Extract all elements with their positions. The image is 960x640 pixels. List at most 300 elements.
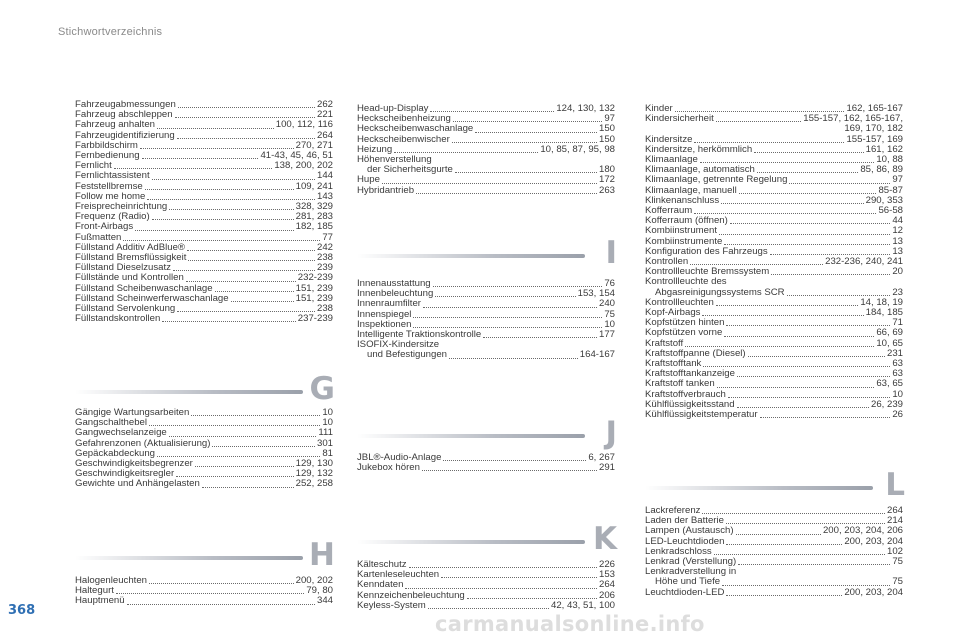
index-entry-term: Kontrollleuchte des bbox=[645, 276, 727, 288]
index-entry-term: Kopfstützen vorne bbox=[645, 327, 723, 339]
index-entry-pages: 214 bbox=[886, 515, 903, 527]
index-entry-term: Füllstand Servolenkung bbox=[75, 303, 176, 315]
leader-dots bbox=[409, 567, 597, 568]
index-column-2-k bbox=[357, 560, 615, 611]
section-header-i bbox=[357, 235, 619, 274]
index-entry-pages: 226 bbox=[598, 559, 615, 570]
index-entry-term: Haltegurt bbox=[75, 585, 114, 597]
index-entry-term: Leuchtdioden-LED bbox=[645, 586, 725, 598]
section-letter-l: L bbox=[885, 467, 905, 503]
leader-dots bbox=[726, 595, 842, 596]
index-entry-term: Kofferraum (öffnen) bbox=[645, 215, 728, 227]
index-entry-term: Heckscheibenwaschanlage bbox=[357, 123, 474, 135]
leader-dots bbox=[177, 311, 315, 312]
index-entry-term: Kombiinstrument bbox=[645, 225, 717, 237]
leader-dots bbox=[162, 321, 295, 322]
index-entry-pages: 232-239 bbox=[297, 272, 333, 284]
index-entry bbox=[75, 479, 333, 489]
index-entry-pages: 344 bbox=[316, 595, 333, 607]
index-entry-pages: 232-236, 240, 241 bbox=[825, 256, 903, 268]
leader-dots bbox=[719, 234, 890, 235]
index-entry-pages: 262 bbox=[316, 99, 333, 110]
leader-dots bbox=[703, 366, 890, 367]
index-entry-term: Innenbeleuchtung bbox=[357, 288, 434, 300]
index-entry-term: Lenkrad (Verstellung) bbox=[645, 556, 737, 568]
index-entry-term: JBL®-Audio-Anlage bbox=[357, 452, 442, 463]
index-entry-pages: 75 bbox=[892, 556, 903, 568]
index-entry-term: Kenndaten bbox=[357, 579, 404, 591]
index-entry-pages: 153 bbox=[598, 569, 615, 581]
index-entry-term: Freisprecheinrichtung bbox=[75, 201, 168, 213]
index-column-1-h bbox=[75, 576, 333, 607]
index-entry-pages: 200, 203, 204, 206 bbox=[822, 525, 903, 537]
index-entry-pages: 109, 241 bbox=[295, 180, 333, 192]
index-entry-term: Höhenverstellung bbox=[357, 154, 432, 166]
index-column-1-g bbox=[75, 408, 333, 490]
index-entry-term: Jukebox hören bbox=[357, 462, 420, 474]
leader-dots bbox=[449, 358, 578, 359]
leader-dots bbox=[737, 407, 869, 408]
index-entry-pages: 10 bbox=[322, 417, 333, 429]
index-entry-pages: 144 bbox=[316, 170, 333, 182]
index-entry-pages: 75 bbox=[604, 308, 615, 320]
leader-dots bbox=[147, 199, 315, 200]
index-entry-term: Head-up-Display bbox=[357, 103, 429, 114]
index-entry bbox=[645, 328, 903, 338]
leader-dots bbox=[186, 281, 296, 282]
leader-dots bbox=[726, 544, 842, 545]
index-column-2-i bbox=[357, 279, 615, 361]
index-entry-pages: 129, 132 bbox=[295, 468, 333, 480]
index-entry-pages: 177 bbox=[598, 329, 615, 341]
leader-dots bbox=[177, 138, 315, 139]
leader-dots bbox=[714, 554, 885, 555]
leader-dots bbox=[142, 158, 259, 159]
leader-dots bbox=[685, 346, 874, 347]
index-entry-term: Kartenleseleuchten bbox=[357, 569, 440, 581]
index-entry-term: Kindersitze bbox=[645, 133, 693, 145]
index-entry-pages: 13 bbox=[892, 245, 903, 257]
leader-dots bbox=[452, 142, 597, 143]
index-entry-pages: 12 bbox=[892, 225, 903, 237]
index-entry-pages: 124, 130, 132 bbox=[556, 103, 615, 114]
index-entry bbox=[357, 463, 615, 473]
index-entry-term: Füllstand Additiv AdBlue® bbox=[75, 241, 185, 253]
index-entry-term: Konfiguration des Fahrzeugs bbox=[645, 245, 768, 257]
leader-dots bbox=[737, 376, 890, 377]
index-column-3 bbox=[645, 104, 903, 420]
index-entry-pages: 291 bbox=[598, 462, 615, 474]
index-entry-pages: 75 bbox=[892, 576, 903, 588]
index-entry-term: Follow me home bbox=[75, 190, 146, 202]
leader-dots bbox=[149, 425, 320, 426]
index-entry-term: Fernbedienung bbox=[75, 150, 140, 162]
index-entry-term: Kontrollleuchten bbox=[645, 296, 714, 308]
leader-dots bbox=[123, 240, 320, 241]
leader-dots bbox=[176, 476, 293, 477]
leader-dots bbox=[413, 317, 602, 318]
index-entry bbox=[645, 410, 903, 420]
leader-dots bbox=[694, 142, 844, 143]
leader-dots bbox=[382, 183, 597, 184]
index-entry-pages: 81 bbox=[322, 447, 333, 459]
index-entry-pages: 10, 65 bbox=[876, 337, 903, 349]
index-entry-term: Gangschalthebel bbox=[75, 417, 148, 429]
leader-dots bbox=[789, 183, 890, 184]
leader-dots bbox=[169, 209, 293, 210]
index-entry-term: Klinkenanschluss bbox=[645, 194, 720, 206]
leader-dots bbox=[748, 356, 885, 357]
leader-dots bbox=[475, 132, 597, 133]
leader-dots bbox=[212, 446, 315, 447]
index-entry-pages: 102 bbox=[886, 545, 903, 557]
index-entry-term: Hauptmenü bbox=[75, 595, 125, 607]
section-divider-bar bbox=[645, 486, 873, 490]
section-letter-i: I bbox=[605, 235, 617, 271]
index-entry-pages: 184, 185 bbox=[865, 307, 903, 319]
leader-dots bbox=[730, 223, 890, 224]
leader-dots bbox=[770, 254, 891, 255]
leader-dots bbox=[169, 436, 317, 437]
index-entry-term: Inspektionen bbox=[357, 318, 412, 330]
index-entry-term: der Sicherheitsgurte bbox=[367, 164, 453, 176]
index-entry-term: Gängige Wartungsarbeiten bbox=[75, 407, 190, 418]
leader-dots bbox=[726, 523, 885, 524]
index-entry-term: Innenausstattung bbox=[357, 278, 431, 289]
leader-dots bbox=[738, 564, 890, 565]
leader-dots bbox=[771, 274, 890, 275]
leader-dots bbox=[724, 336, 874, 337]
index-entry-pages: 270, 271 bbox=[295, 139, 333, 151]
index-entry-term: Füllstand Bremsflüssigkeit bbox=[75, 252, 187, 264]
section-divider-bar bbox=[357, 540, 585, 544]
index-entry-term: Gewichte und Anhängelasten bbox=[75, 478, 200, 490]
index-entry-pages: 44 bbox=[892, 215, 903, 227]
index-entry-term: Kühlflüssigkeitsstand bbox=[645, 398, 735, 410]
index-entry-term: Keyless-System bbox=[357, 599, 426, 611]
index-entry-term: Lampen (Austausch) bbox=[645, 525, 734, 537]
index-entry bbox=[357, 165, 615, 175]
index-entry-pages: 129, 130 bbox=[295, 458, 333, 470]
index-entry-pages: 10 bbox=[892, 388, 903, 400]
leader-dots bbox=[455, 172, 597, 173]
index-entry-pages: 153, 154 bbox=[577, 288, 615, 300]
index-entry-pages: 150 bbox=[598, 123, 615, 135]
leader-dots bbox=[700, 162, 875, 163]
leader-dots bbox=[114, 168, 273, 169]
leader-dots bbox=[675, 111, 845, 112]
leader-dots bbox=[178, 107, 315, 108]
leader-dots bbox=[202, 487, 294, 488]
index-entry-term: Gangwechselanzeige bbox=[75, 427, 167, 439]
leader-dots bbox=[722, 585, 890, 586]
index-entry-pages: 206 bbox=[598, 589, 615, 601]
index-entry-pages: 182, 185 bbox=[295, 221, 333, 233]
index-entry-term: Halogenleuchten bbox=[75, 575, 148, 586]
index-entry-pages: 56-58 bbox=[878, 205, 903, 217]
index-entry-pages: 328, 329 bbox=[295, 201, 333, 213]
section-divider-bar bbox=[357, 254, 585, 258]
index-entry-term: Heckscheibenheizung bbox=[357, 113, 451, 125]
index-entry-pages: 172 bbox=[598, 174, 615, 186]
index-entry-term: Kraftstofftankanzeige bbox=[645, 368, 735, 380]
leader-dots bbox=[435, 296, 575, 297]
index-entry-term: Kennzeichenbeleuchtung bbox=[357, 589, 465, 601]
index-entry-term: Heizung bbox=[357, 143, 393, 155]
index-entry-pages: 239 bbox=[316, 262, 333, 274]
index-entry-pages: 10, 85, 87, 95, 98 bbox=[540, 143, 615, 155]
index-entry-pages: 252, 258 bbox=[295, 478, 333, 490]
index-entry-term: Füllstand Dieselzusatz bbox=[75, 262, 171, 274]
leader-dots bbox=[716, 121, 801, 122]
section-divider-bar bbox=[75, 390, 303, 394]
index-entry-term: Klimaanlage, getrennte Regelung bbox=[645, 174, 788, 186]
index-entry-pages: 242 bbox=[316, 241, 333, 253]
index-entry-pages: 10 bbox=[604, 318, 615, 330]
index-entry-pages: 169, 170, 182 bbox=[844, 123, 903, 135]
index-entry-term: Hupe bbox=[357, 174, 380, 186]
index-entry-pages: 200, 202 bbox=[295, 575, 333, 586]
index-entry-pages: 85-87 bbox=[878, 184, 903, 196]
leader-dots bbox=[441, 577, 597, 578]
leader-dots bbox=[726, 325, 890, 326]
index-entry-term: Fernlicht bbox=[75, 160, 112, 172]
index-entry-term: Kindersicherheit bbox=[645, 113, 714, 125]
leader-dots bbox=[422, 470, 597, 471]
section-header-h bbox=[75, 537, 337, 576]
leader-dots bbox=[152, 219, 294, 220]
leader-dots bbox=[467, 598, 597, 599]
index-entry-pages: 111 bbox=[318, 427, 333, 439]
leader-dots bbox=[231, 301, 294, 302]
index-entry-term: Kraftstoffverbrauch bbox=[645, 388, 726, 400]
index-entry-pages: 20 bbox=[892, 266, 903, 278]
index-entry-pages: 162, 165-167 bbox=[846, 103, 903, 114]
index-entry-term: Kinder bbox=[645, 103, 673, 114]
index-entry-pages: 63 bbox=[892, 358, 903, 370]
index-entry-pages: 26, 239 bbox=[870, 398, 903, 410]
index-entry-pages: 264 bbox=[598, 579, 615, 591]
index-entry-pages: 76 bbox=[604, 278, 615, 289]
index-entry-pages: 63, 65 bbox=[876, 378, 903, 390]
leader-dots bbox=[716, 305, 859, 306]
section-divider-bar bbox=[75, 556, 303, 560]
index-entry-term: Geschwindigkeitsregler bbox=[75, 468, 175, 480]
index-entry-term: Kraftstoff bbox=[645, 337, 684, 349]
index-entry-pages: 42, 43, 51, 100 bbox=[550, 599, 615, 611]
leader-dots bbox=[140, 148, 294, 149]
leader-dots bbox=[443, 460, 586, 461]
index-entry-term: Kälteschutz bbox=[357, 559, 407, 570]
leader-dots bbox=[787, 295, 891, 296]
index-entry-term: Hybridantrieb bbox=[357, 184, 415, 196]
leader-dots bbox=[428, 608, 549, 609]
leader-dots bbox=[423, 307, 597, 308]
index-entry-term: Füllstand Scheibenwaschanlage bbox=[75, 282, 213, 294]
leader-dots bbox=[717, 387, 875, 388]
index-entry-term: und Befestigungen bbox=[367, 349, 448, 361]
leader-dots bbox=[702, 513, 885, 514]
index-entry-term: Fahrzeugidentifizierung bbox=[75, 129, 175, 141]
index-entry-term: Gepäckabdeckung bbox=[75, 447, 156, 459]
leader-dots bbox=[175, 117, 315, 118]
index-entry-term: Füllstandskontrollen bbox=[75, 313, 161, 325]
index-entry-term: Kraftstoffpanne (Diesel) bbox=[645, 347, 746, 359]
index-entry-term: Geschwindigkeitsbegrenzer bbox=[75, 458, 193, 470]
section-letter-g: G bbox=[309, 371, 335, 407]
index-entry-pages: 79, 80 bbox=[306, 585, 333, 597]
index-entry-pages: 150 bbox=[598, 133, 615, 145]
leader-dots bbox=[135, 230, 294, 231]
leader-dots bbox=[195, 466, 294, 467]
index-entry-term: Feststellbremse bbox=[75, 180, 143, 192]
index-entry-pages: 26 bbox=[892, 409, 903, 421]
index-entry bbox=[357, 601, 615, 611]
index-entry-term: Fußmatten bbox=[75, 231, 122, 243]
watermark-text: carmanualsonline.info bbox=[435, 612, 705, 636]
index-entry-pages: 14, 18, 19 bbox=[860, 296, 903, 308]
section-letter-h: H bbox=[309, 537, 335, 573]
page-header-title: Stichwortverzeichnis bbox=[58, 26, 163, 38]
index-entry-pages: 231 bbox=[886, 347, 903, 359]
index-entry-term: Lenkradverstellung in bbox=[645, 566, 737, 578]
index-entry-pages: 263 bbox=[598, 184, 615, 196]
index-entry-term: Kraftstofftank bbox=[645, 358, 702, 370]
index-entry-pages: 71 bbox=[892, 317, 903, 329]
index-entry-pages: 200, 203, 204 bbox=[844, 586, 903, 598]
section-header-l bbox=[645, 467, 907, 506]
leader-dots bbox=[413, 327, 602, 328]
index-entry-pages: 85, 86, 89 bbox=[860, 164, 903, 176]
index-entry-term: LED-Leuchtdioden bbox=[645, 535, 725, 547]
index-entry-pages: 138, 200, 202 bbox=[274, 160, 333, 172]
index-entry-pages: 240 bbox=[598, 298, 615, 310]
leader-dots bbox=[430, 111, 554, 112]
index-entry-term: Abgasreinigungssystems SCR bbox=[655, 286, 785, 298]
leader-dots bbox=[405, 588, 597, 589]
index-entry-pages: 237-239 bbox=[297, 313, 333, 325]
index-entry-pages: 41-43, 45, 46, 51 bbox=[260, 150, 333, 162]
index-entry-term: Gefahrenzonen (Aktualisierung) bbox=[75, 437, 211, 449]
index-entry-term: Fernlichtassistent bbox=[75, 170, 150, 182]
leader-dots bbox=[145, 189, 294, 190]
index-entry bbox=[357, 350, 615, 360]
index-entry-term: Klimaanlage bbox=[645, 154, 698, 166]
index-entry-pages: 221 bbox=[316, 109, 333, 121]
index-entry-term: Kopf-Airbags bbox=[645, 307, 701, 319]
leader-dots bbox=[157, 456, 320, 457]
index-entry-pages: 164-167 bbox=[579, 349, 615, 361]
index-entry-pages: 180 bbox=[598, 164, 615, 176]
leader-dots bbox=[149, 583, 294, 584]
index-entry-term: Fahrzeug abschleppen bbox=[75, 109, 173, 121]
section-divider-bar bbox=[357, 434, 585, 438]
index-entry-pages: 238 bbox=[316, 303, 333, 315]
index-entry-term: Intelligente Traktionskontrolle bbox=[357, 329, 482, 341]
leader-dots bbox=[394, 152, 538, 153]
page-number: 368 bbox=[8, 603, 36, 618]
index-entry bbox=[75, 596, 333, 606]
leader-dots bbox=[173, 270, 315, 271]
index-entry-pages: 301 bbox=[316, 437, 333, 449]
index-entry-pages: 200, 203, 204 bbox=[844, 535, 903, 547]
leader-dots bbox=[152, 179, 315, 180]
section-header-g bbox=[75, 371, 337, 410]
index-entry-pages: 6, 267 bbox=[588, 452, 615, 463]
leader-dots bbox=[453, 121, 602, 122]
leader-dots bbox=[694, 213, 876, 214]
leader-dots bbox=[127, 604, 315, 605]
index-entry-term: Lenkradschloss bbox=[645, 545, 712, 557]
leader-dots bbox=[724, 244, 890, 245]
leader-dots bbox=[760, 417, 891, 418]
leader-dots bbox=[191, 415, 320, 416]
leader-dots bbox=[416, 193, 597, 194]
index-entry-term: Lackreferenz bbox=[645, 505, 701, 516]
leader-dots bbox=[215, 291, 294, 292]
section-header-k bbox=[357, 521, 619, 560]
index-entry-term: Kopfstützen hinten bbox=[645, 317, 725, 329]
index-entry-term: Farbbildschirm bbox=[75, 139, 138, 151]
index-entry-pages: 161, 162 bbox=[865, 143, 903, 155]
index-entry-term: Front-Airbags bbox=[75, 221, 134, 233]
index-entry-term: Innenraumfilter bbox=[357, 298, 421, 310]
index-entry-term: Kindersitze, herkömmlich bbox=[645, 143, 753, 155]
index-entry-pages: 155-157, 169 bbox=[846, 133, 903, 145]
index-column-2 bbox=[357, 104, 615, 196]
leader-dots bbox=[188, 260, 315, 261]
index-entry-term: Füllstand Scheinwerferwaschanlage bbox=[75, 292, 229, 304]
index-entry-term: Klimaanlage, manuell bbox=[645, 184, 737, 196]
section-letter-k: K bbox=[592, 521, 617, 557]
leader-dots bbox=[157, 128, 274, 129]
index-entry-term: Kofferraum bbox=[645, 205, 693, 217]
leader-dots bbox=[116, 593, 304, 594]
index-entry-pages: 77 bbox=[322, 231, 333, 243]
index-entry-pages: 66, 69 bbox=[876, 327, 903, 339]
index-entry-term: Fahrzeug anhalten bbox=[75, 119, 156, 131]
leader-dots bbox=[721, 203, 864, 204]
index-entry-term: Innenspiegel bbox=[357, 308, 412, 320]
index-entry-term: Kühlflüssigkeitstemperatur bbox=[645, 409, 758, 421]
index-entry-pages: 143 bbox=[316, 190, 333, 202]
section-header-j bbox=[357, 415, 619, 454]
index-entry-term: Frequenz (Radio) bbox=[75, 211, 150, 223]
index-entry-pages: 155-157, 162, 165-167, bbox=[803, 113, 903, 125]
index-entry-term: Füllstände und Kontrollen bbox=[75, 272, 184, 284]
index-column-2-j bbox=[357, 453, 615, 473]
section-letter-j: J bbox=[605, 415, 617, 451]
index-column-3-l bbox=[645, 506, 903, 598]
index-entry-term: Kontrollleuchte Bremssystem bbox=[645, 266, 770, 278]
index-entry-term: Fahrzeugabmessungen bbox=[75, 99, 176, 110]
index-entry-term: Kombiinstrumente bbox=[645, 235, 723, 247]
index-entry-term: Laden der Batterie bbox=[645, 515, 724, 527]
index-entry-term: Kraftstoff tanken bbox=[645, 378, 715, 390]
leader-dots bbox=[739, 193, 877, 194]
index-entry-pages: 100, 112, 116 bbox=[275, 119, 333, 131]
index-entry bbox=[645, 588, 903, 598]
index-entry-pages: 151, 239 bbox=[295, 292, 333, 304]
index-entry-pages: 10 bbox=[322, 407, 333, 418]
index-entry-pages: 264 bbox=[886, 505, 903, 516]
index-entry-pages: 63 bbox=[892, 368, 903, 380]
leader-dots bbox=[433, 286, 603, 287]
index-entry-term: Klimaanlage, automatisch bbox=[645, 164, 755, 176]
index-entry-pages: 97 bbox=[604, 113, 615, 125]
leader-dots bbox=[757, 172, 858, 173]
index-entry-pages: 13 bbox=[892, 235, 903, 247]
